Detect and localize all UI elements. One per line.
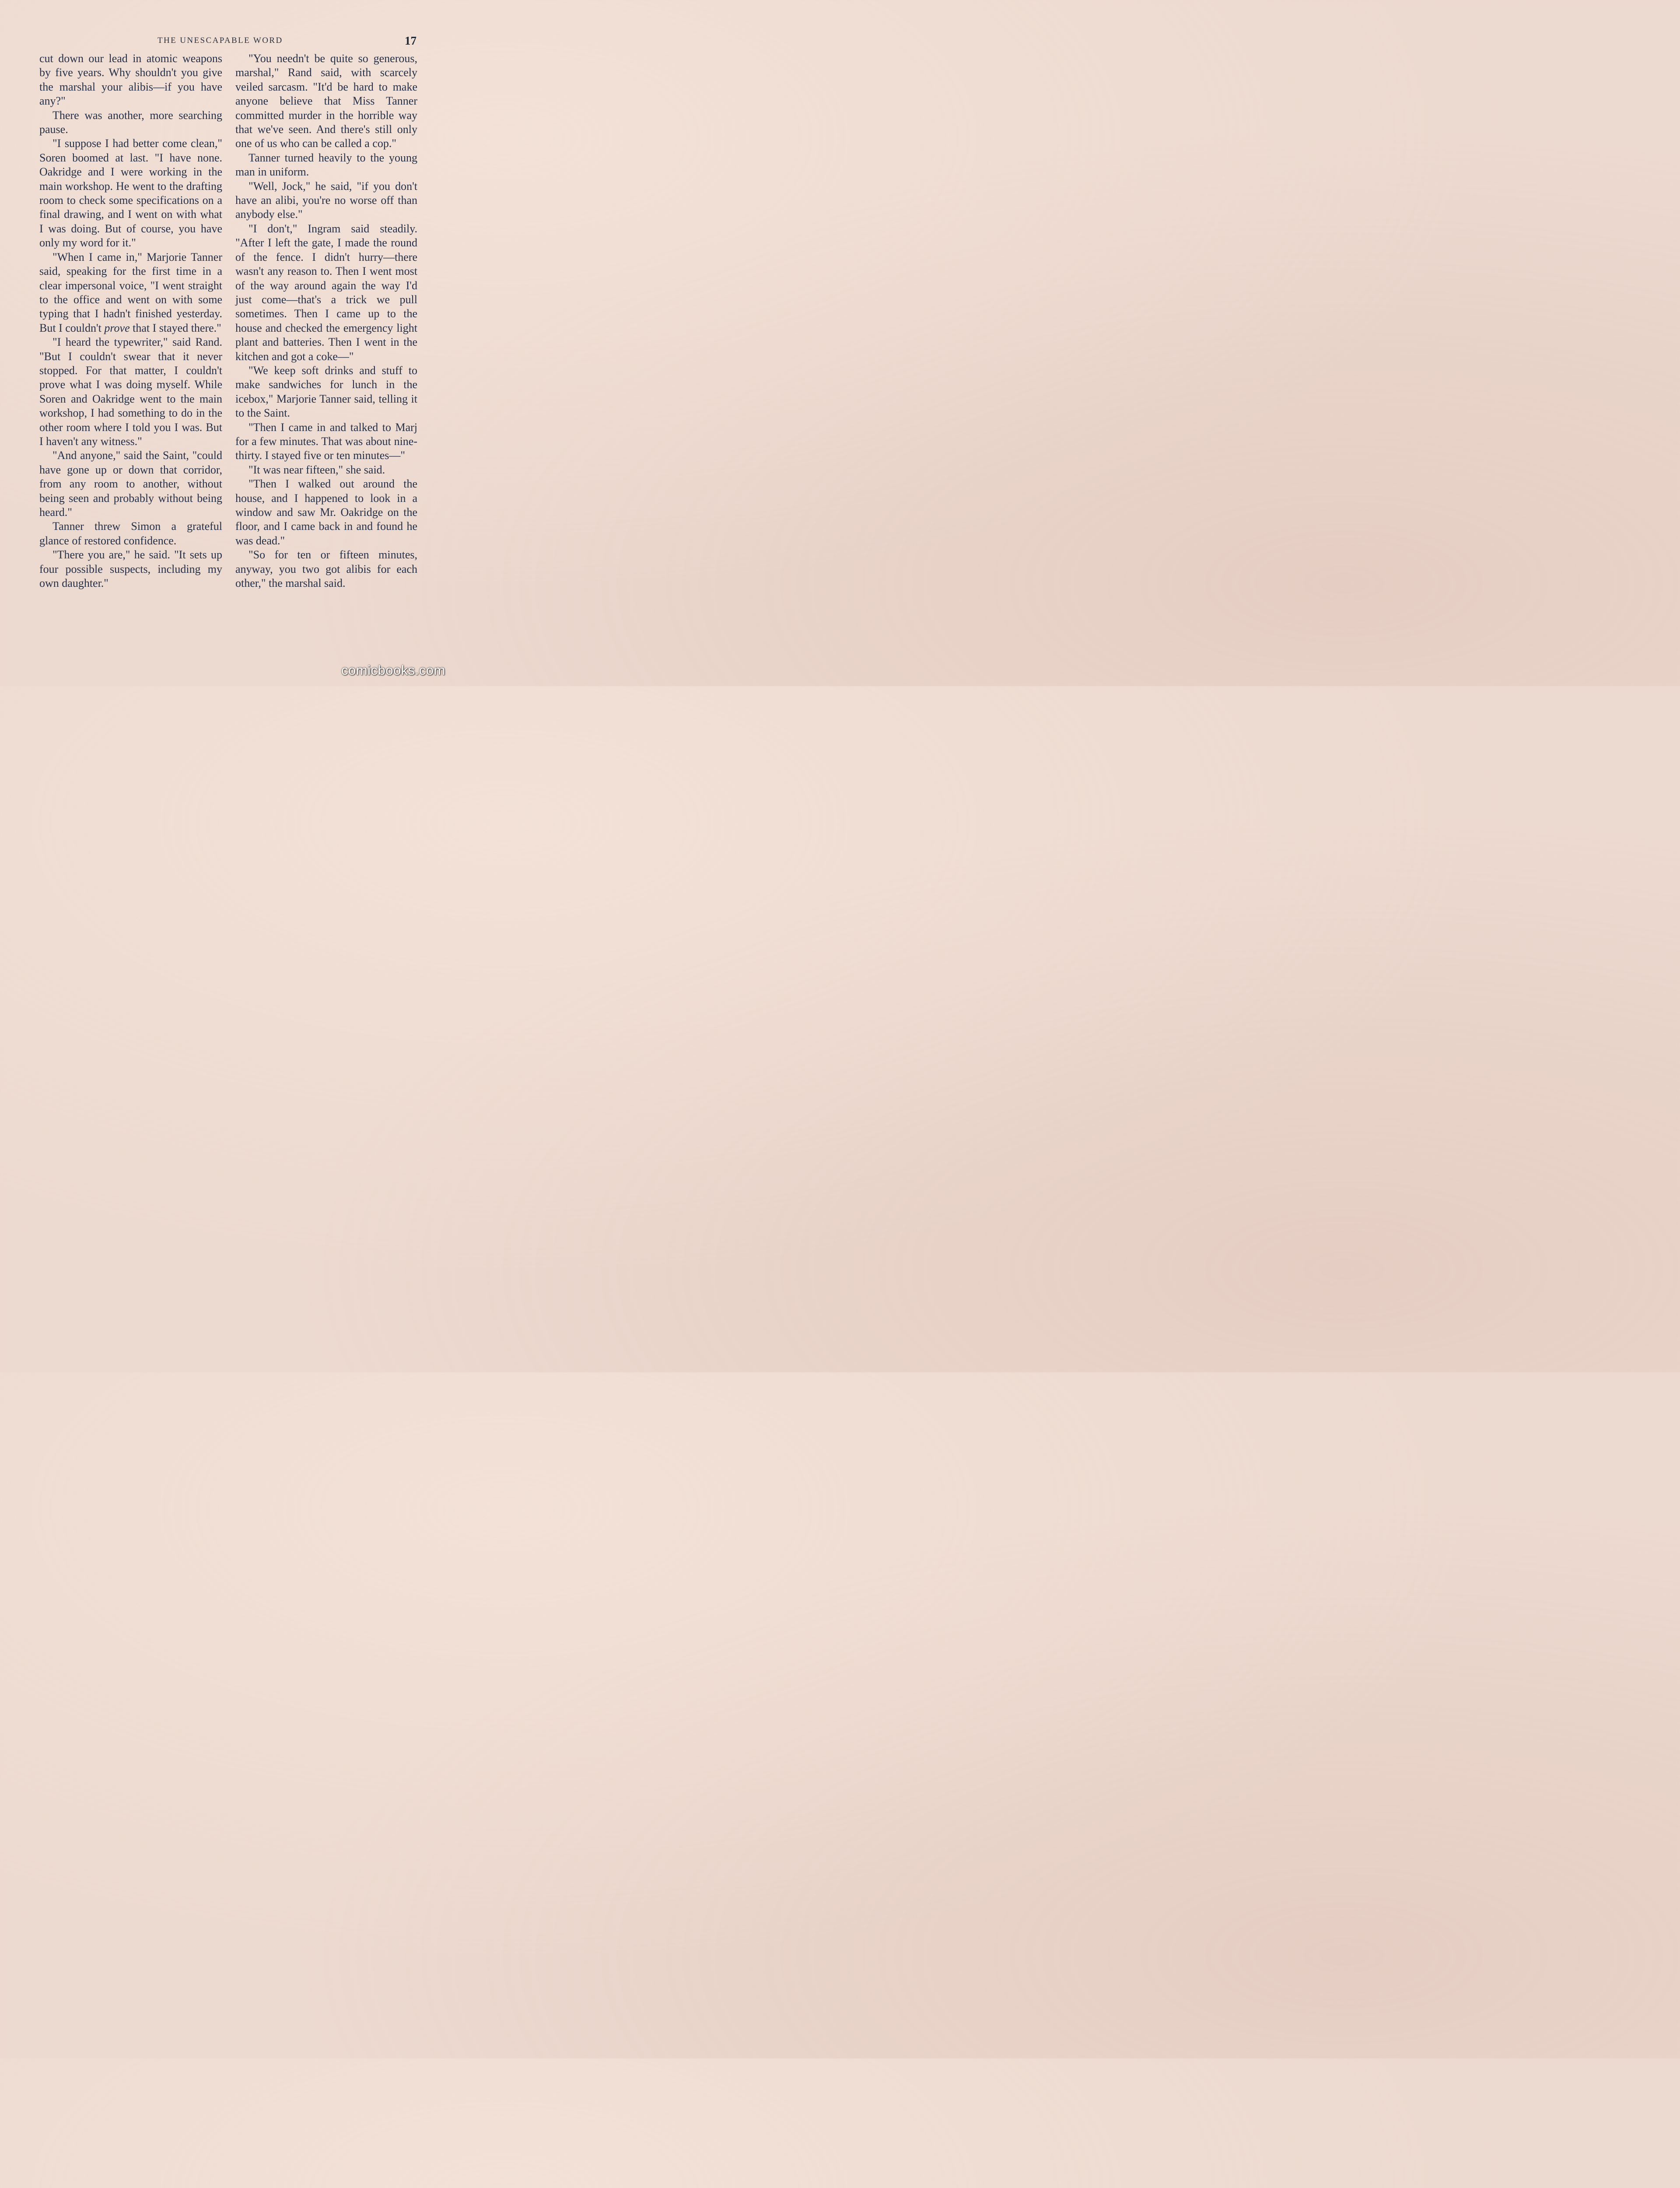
paragraph-text: "When I came in," Marjorie Tanner said, speaking for the first time in a clear impersonal voice, "I went straight to the office and went on with some typing that I hadn't finished yesterday. But I couldn't [39,250,222,334]
paragraph: "And anyone," said the Saint, "could have gone up or down that corridor, from any room to another, without being seen and probably without being heard." [39,449,222,519]
paragraph: "Then I walked out around the house, and I happened to look in a window and saw Mr. Oakridge on the floor, and I came back in and found he was dead." [235,477,417,547]
left-text-column [39,52,222,590]
paragraph [39,250,222,335]
emphasized-word: prove [104,321,130,334]
right-text-column [235,52,417,590]
paragraph: "I don't," Ingram said steadily. "After I left the gate, I made the round of the fence. I didn't hurry—there wasn't any reason to. Then I went most of the way around again the way I'd just come—that's a trick we pull sometimes. Then I came up to the house and checked the emergency light plant and batteries. Then I went in the kitchen and got a coke—" [235,222,417,363]
paragraph: "So for ten or fifteen minutes, anyway, you two got alibis for each other," the marshal said. [235,548,417,590]
paragraph: "I suppose I had better come clean," Soren boomed at last. "I have none. Oakridge and I were working in the main workshop. He went to the drafting room to check some specifications on a final drawing, and I went on with what I was doing. But of course, you have only my word for it." [39,137,222,249]
paragraph: cut down our lead in atomic weapons by five years. Why shouldn't you give the marshal your alibis—if you have any?" [39,52,222,108]
page-header [39,36,419,49]
paragraph: There was another, more searching pause. [39,109,222,136]
book-page [0,0,455,686]
watermark: comicbooks.com [341,663,445,678]
paragraph: Tanner turned heavily to the young man in uniform. [235,151,417,179]
paragraph: "It was near fifteen," she said. [248,463,385,476]
paragraph: "I heard the typewriter," said Rand. "But I couldn't swear that it never stopped. For that matter, I couldn't prove what I was doing myself. While Soren and Oakridge went to the main workshop, I had something to do in the other room where I told you I was. But I haven't any witness." [39,336,222,448]
paragraph: "You needn't be quite so generous, marshal," Rand said, with scarcely veiled sarcasm. "It'd be hard to make anyone believe that Miss Tanner committed murder in the horrible way that we've seen. And there's still only one of us who can be called a cop." [235,52,417,150]
page-number: 17 [405,34,416,47]
paragraph-text: that I stayed there." [130,321,221,334]
paragraph: "There you are," he said. "It sets up four possible suspects, including my own daughter." [39,548,222,590]
paragraph: "Then I came in and talked to Marj for a few minutes. That was about nine-thirty. I stayed five or ten minutes—" [235,421,417,462]
paragraph: "Well, Jock," he said, "if you don't have an alibi, you're no worse off than anybody else." [235,179,417,221]
running-title: THE UNESCAPABLE WORD [158,36,283,45]
paragraph: "We keep soft drinks and stuff to make sandwiches for lunch in the icebox," Marjorie Tanner said, telling it to the Saint. [235,364,417,420]
paragraph: Tanner threw Simon a grateful glance of restored confidence. [39,520,222,547]
